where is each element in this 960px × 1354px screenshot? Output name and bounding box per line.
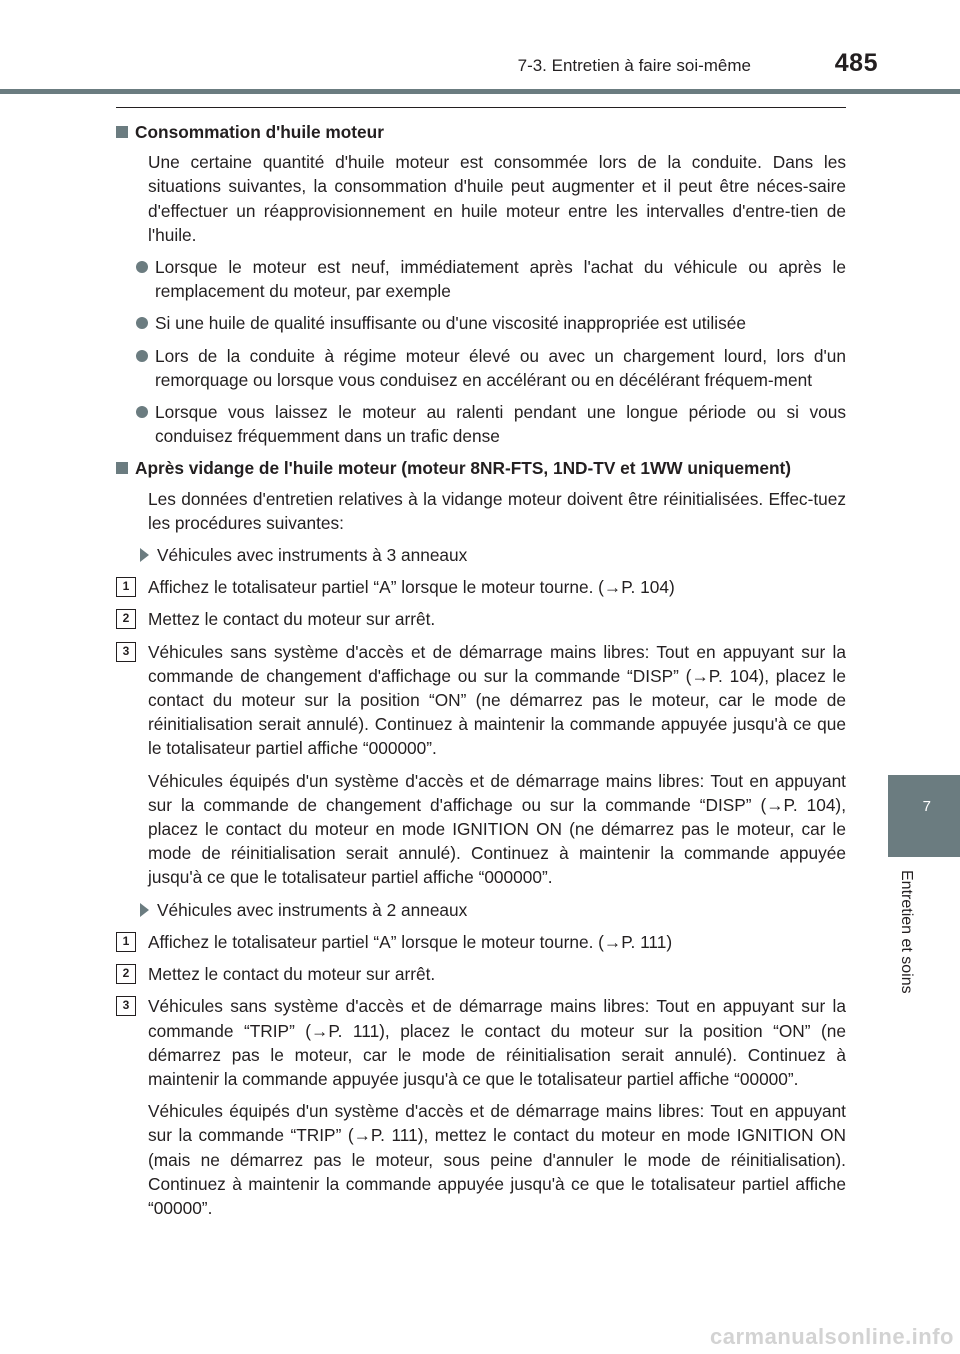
header-rule [0, 89, 960, 94]
list-item-text: Si une huile de qualité insuffisante ou d'une viscosité inappropriée est utilisée [155, 313, 746, 334]
oil-heading [116, 120, 846, 144]
step-continuation: Véhicules équipés d'un système d'accès et de démarrage mains libres: Tout en appuyant sur la commande “TRIP” (→P. 111), mettez le contact du moteur en mode IGNITION ON (mais ne démarrez pas le moteur, sous peine d'annuler le mode de réinitialisation). Continuez à maintenir la commande appuyée jusqu'à ce que le totalisateur partiel affiche “00000”. [148, 1101, 846, 1218]
step-item [116, 575, 846, 599]
list-item [136, 255, 846, 303]
step-number-box: 3 [116, 642, 136, 662]
page-number: 485 [834, 49, 878, 77]
step-text: Véhicules sans système d'accès et de démarrage mains libres: Tout en appuyant sur la commande “TRIP” (→P. 111), placez le contact du moteur sur la position “ON” (ne démarrez pas le moteur, car le mode de réinitialisation serait annulé). Continuez à maintenir la commande appuyée jusqu'à ce que le totalisateur partiel affiche “00000”. [148, 996, 846, 1089]
step-number-box: 3 [116, 996, 136, 1016]
square-bullet-icon [116, 462, 128, 474]
list-item-text: Lorsque vous laissez le moteur au ralenti pendant une longue période ou si vous conduisez fréquemment dans un trafic dense [155, 402, 846, 447]
chapter-number: 7 [922, 798, 931, 815]
subheading-text: Véhicules avec instruments à 3 anneaux [157, 545, 468, 566]
chapter-label: Entretien et soins [898, 870, 915, 994]
list-item [136, 344, 846, 392]
circle-bullet-icon [136, 261, 148, 273]
circle-bullet-icon [136, 406, 148, 418]
list-item [136, 311, 846, 335]
step-text: Véhicules sans système d'accès et de démarrage mains libres: Tout en appuyant sur la commande de changement d'affichage ou sur la commande “DISP” (→P. 104), placez le contact du moteur sur la position “ON” (ne démarrez pas le moteur, car le mode de réinitialisation serait annulé). Continuez à maintenir la commande appuyée jusqu'à ce que le totalisateur partiel affiche “000000”. [148, 641, 846, 759]
step-item [116, 962, 846, 986]
circle-bullet-icon [136, 317, 148, 329]
content-rule [116, 107, 846, 108]
main-content [116, 120, 846, 1228]
square-bullet-icon [116, 126, 128, 138]
step-number-box: 2 [116, 964, 136, 984]
header-section-title: 7-3. Entretien à faire soi-même [517, 56, 751, 75]
triangle-right-icon [140, 548, 149, 562]
chapter-label-wrap [898, 870, 960, 994]
oil-heading-text: Consommation d'huile moteur [135, 122, 384, 142]
step-continuation: Véhicules équipés d'un système d'accès et de démarrage mains libres: Tout en appuyant sur la commande de changement d'affichage ou sur la commande “DISP” (→P. 104), placez le contact du moteur en mode IGNITION ON (ne démarrez pas le moteur, car le mode de réinitialisation serait annulé). Continuez à maintenir la commande appuyée jusqu'à ce que le totalisateur partiel affiche “000000”. [148, 770, 846, 888]
step-item [116, 930, 846, 954]
step-item [116, 994, 846, 1091]
step-number-box: 2 [116, 609, 136, 629]
subheading-3-rings [140, 543, 846, 567]
reset-heading [116, 456, 846, 480]
step-number-box: 1 [116, 932, 136, 952]
step-number-box: 1 [116, 577, 136, 597]
reset-heading-text: Après vidange de l'huile moteur (moteur 8NR-FTS, 1ND-TV et 1WW uniquement) [135, 458, 792, 479]
list-item-text: Lorsque le moteur est neuf, immédiatement après l'achat du véhicule ou après le remplacement du moteur, par exemple [155, 257, 846, 302]
subheading-2-rings [140, 898, 846, 922]
step-text: Affichez le totalisateur partiel “A” lorsque le moteur tourne. (→P. 111) [148, 931, 673, 952]
list-item [136, 400, 846, 448]
subheading-text: Véhicules avec instruments à 2 anneaux [157, 899, 468, 920]
oil-intro: Une certaine quantité d'huile moteur est consommée lors de la conduite. Dans les situations suivantes, la consommation d'huile peut augmenter et il peut être néces-saire d'effectuer un réapprovisionnement en huile moteur entre les intervalles d'entre-tien de l'huile. [148, 152, 846, 245]
step-text: Mettez le contact du moteur sur arrêt. [148, 964, 436, 985]
list-item-text: Lors de la conduite à régime moteur élevé ou avec un chargement lourd, lors d'un remorquage ou lorsque vous conduisez en accélérant ou en décélérant fréquem-ment [155, 345, 846, 390]
step-text: Affichez le totalisateur partiel “A” lorsque le moteur tourne. (→P. 104) [148, 577, 675, 598]
triangle-right-icon [140, 903, 149, 917]
step-item [116, 607, 846, 631]
step-text: Mettez le contact du moteur sur arrêt. [148, 609, 436, 630]
chapter-tab[interactable] [888, 775, 960, 857]
reset-intro: Les données d'entretien relatives à la vidange moteur doivent être réinitialisées. Effec-tuez les procédures suivantes: [148, 488, 846, 533]
watermark: carmanualsonline.info [710, 1324, 954, 1349]
circle-bullet-icon [136, 350, 148, 362]
step-item [116, 640, 846, 761]
